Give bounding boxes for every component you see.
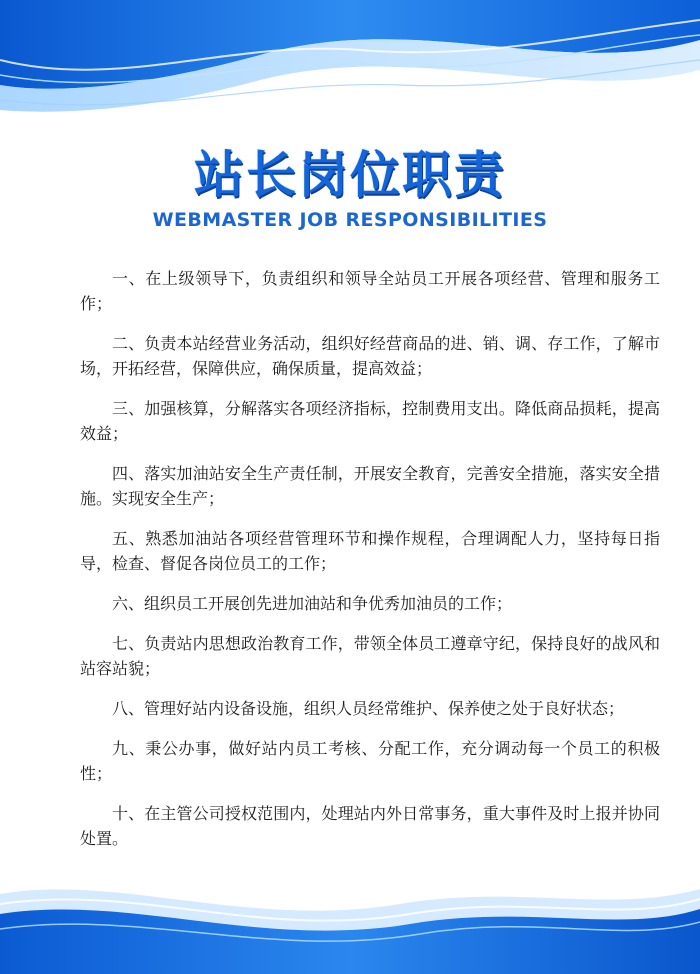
duty-item: 一、在上级领导下，负责组织和领导全站员工开展各项经营、管理和服务工作； (80, 269, 660, 313)
top-blue-wave-decoration (0, 0, 700, 140)
page-title: 站长岗位职责 (194, 146, 506, 204)
duty-item: 三、加强核算，分解落实各项经济指标，控制费用支出。降低商品损耗，提高效益； (80, 399, 660, 443)
title-block (0, 144, 700, 232)
duty-item: 七、负责站内思想政治教育工作，带领全体员工遵章守纪，保持良好的战风和站容站貌； (80, 634, 660, 678)
duty-item: 四、落实加油站安全生产责任制，开展安全教育，完善安全措施，落实安全措施。实现安全生产； (80, 464, 660, 508)
duties-list (80, 266, 660, 866)
page-subtitle: WEBMASTER JOB RESPONSIBILITIES (152, 209, 548, 231)
duty-item: 五、熟悉加油站各项经营管理环节和操作规程，合理调配人力，坚持每日指导，检查、督促各岗位员工的工作； (80, 529, 660, 573)
duty-item: 十、在主管公司授权范围内，处理站内外日常事务，重大事件及时上报并协同处置。 (80, 804, 660, 848)
duty-item: 九、秉公办事，做好站内员工考核、分配工作，充分调动每一个员工的积极性； (80, 739, 660, 783)
duty-item: 八、管理好站内设备设施，组织人员经常维护、保养使之处于良好状态； (112, 699, 625, 718)
duty-item: 六、组织员工开展创先进加油站和争优秀加油员的工作； (112, 594, 513, 613)
duty-item: 二、负责本站经营业务活动，组织好经营商品的进、销、调、存工作，了解市场，开拓经营，保障供应，确保质量，提高效益； (80, 334, 660, 378)
